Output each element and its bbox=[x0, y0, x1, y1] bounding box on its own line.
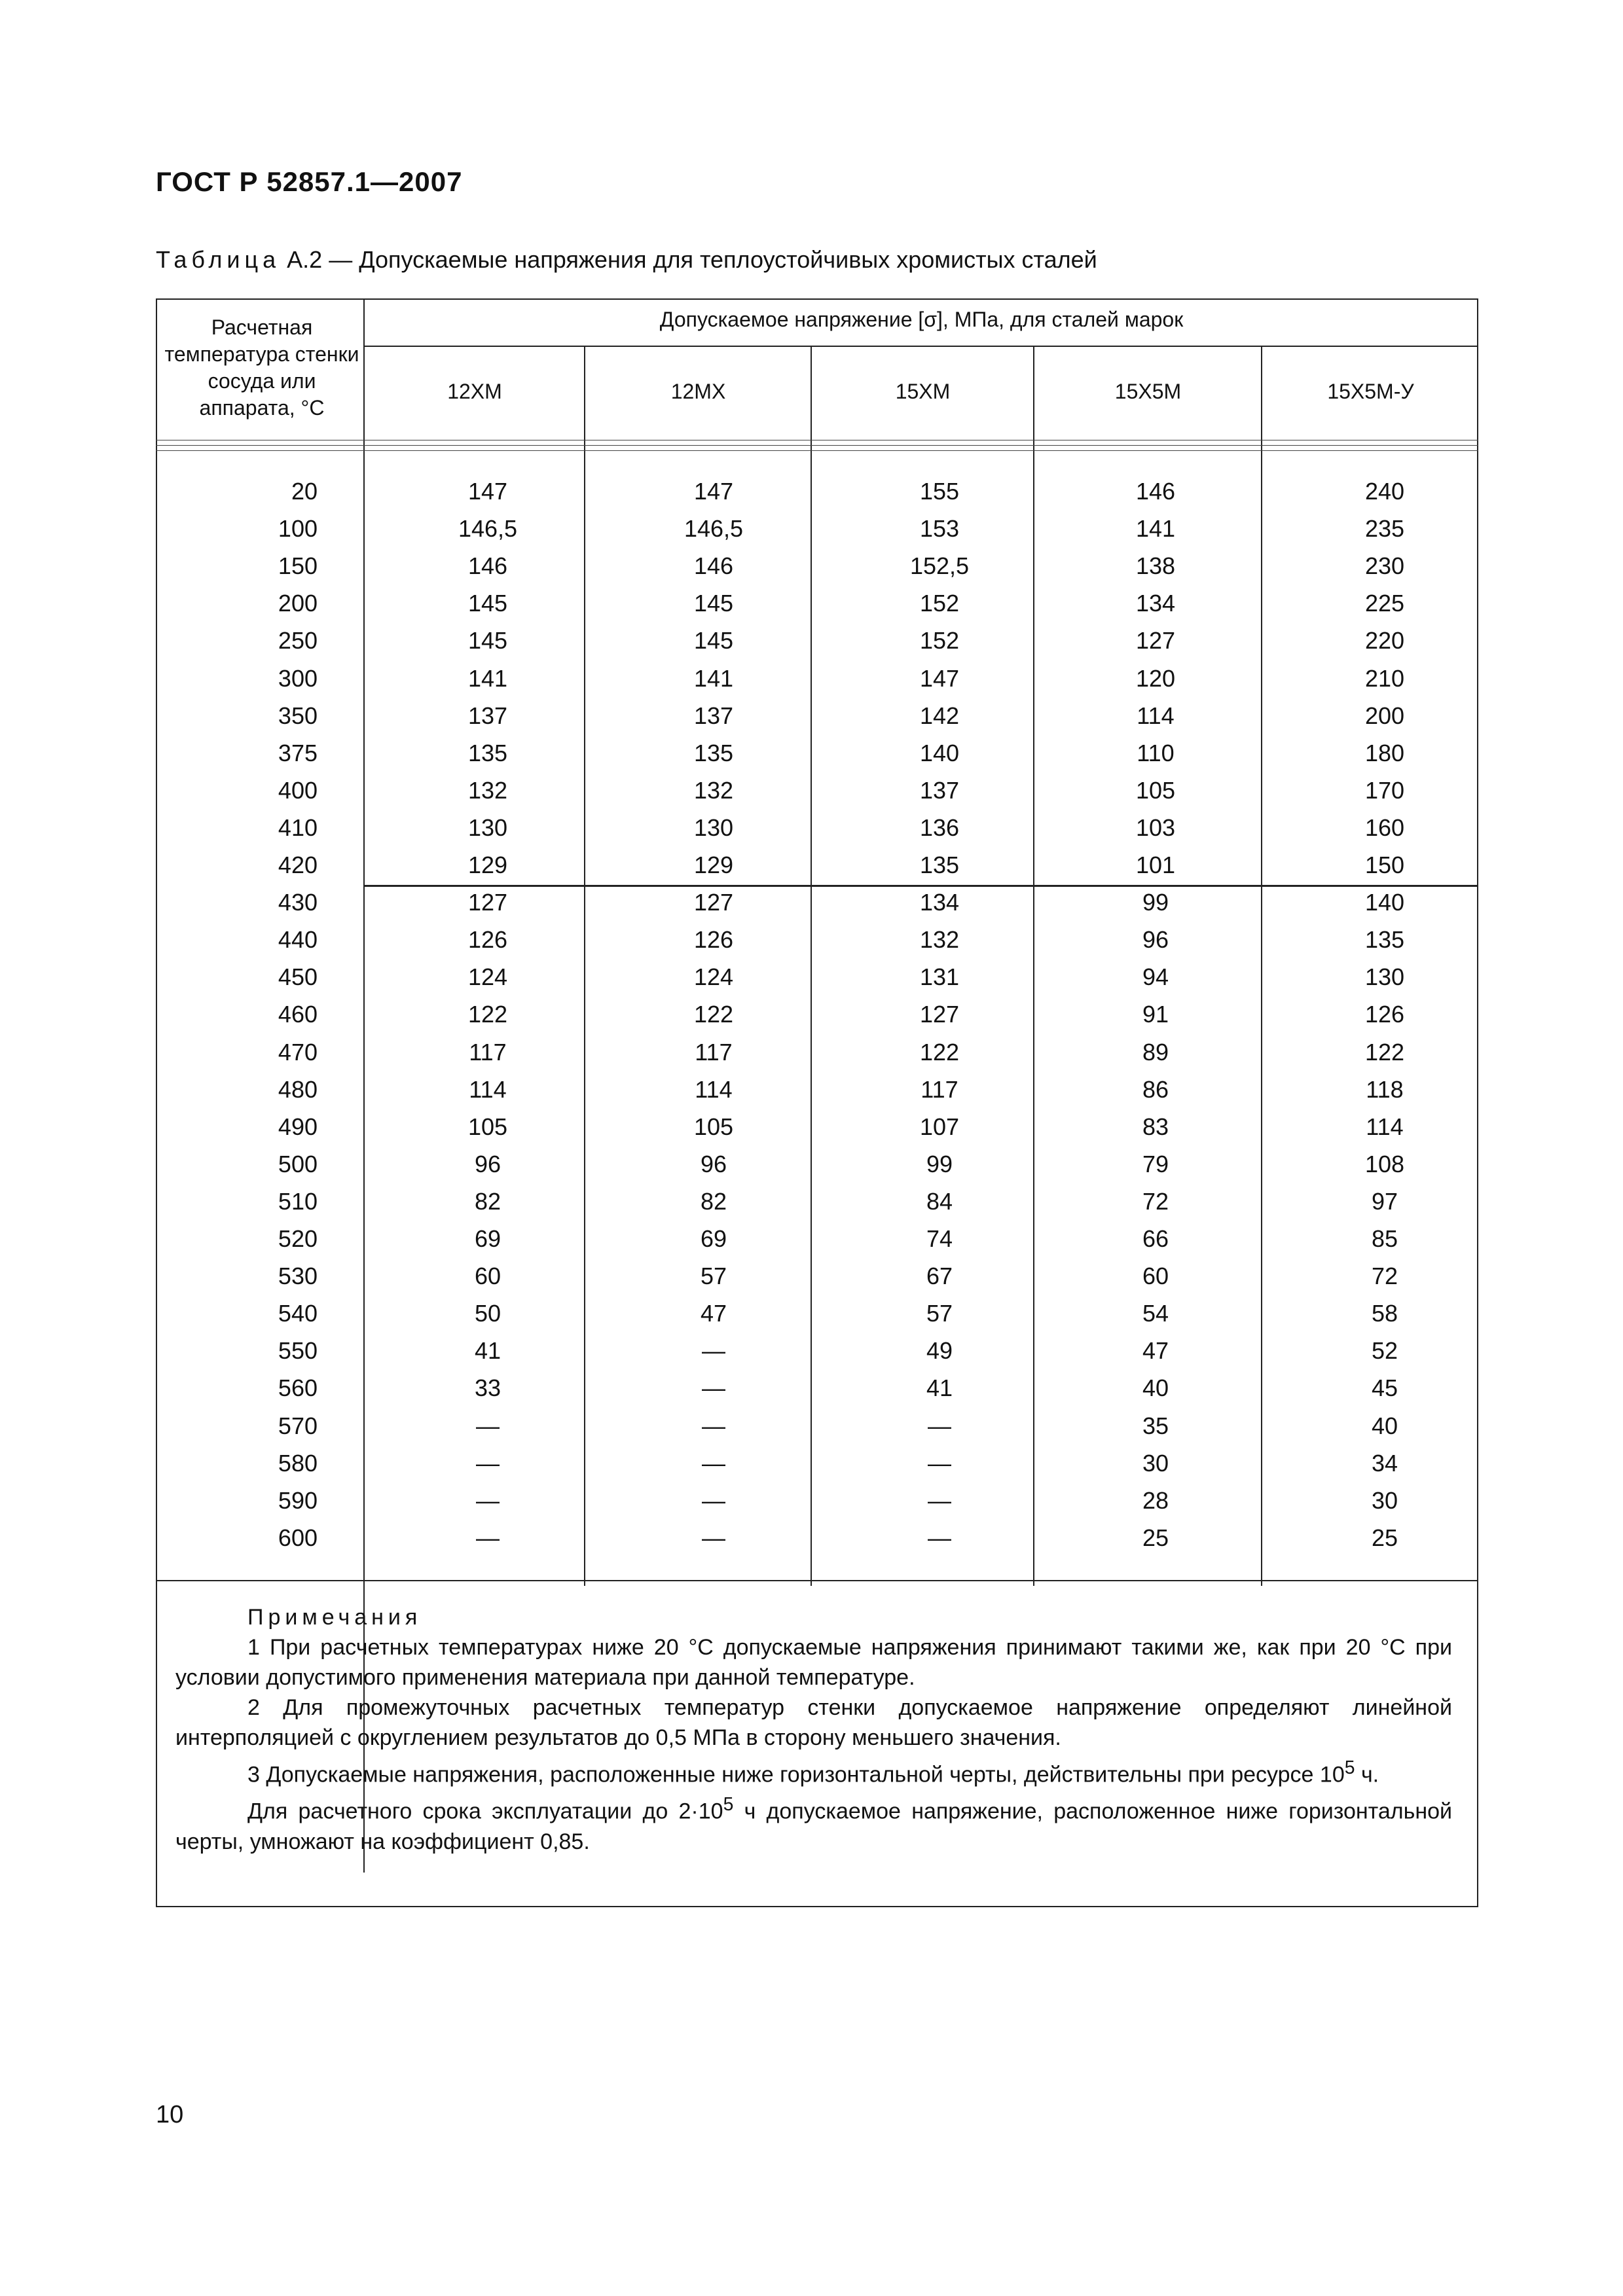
stress-cell-15x5m-u: 240 bbox=[1364, 478, 1405, 505]
stress-cell-15x5m: 72 bbox=[1142, 1187, 1169, 1215]
steel-grade-15XM: 15ХМ bbox=[895, 380, 951, 403]
stress-cell-12mx: 132 bbox=[693, 776, 734, 804]
stress-cell-12xm: 96 bbox=[474, 1150, 501, 1177]
stress-cell-15x5m-u: 34 bbox=[1371, 1449, 1398, 1477]
stress-cell-15x5m-u: 150 bbox=[1364, 852, 1405, 878]
notes-title: Примечания bbox=[247, 1605, 422, 1630]
stress-cell-12mx: 126 bbox=[693, 926, 734, 954]
stress-cell-12mx: — bbox=[702, 1412, 725, 1439]
stress-cell-12mx: 137 bbox=[693, 702, 734, 729]
stress-cell-12xm: 126 bbox=[467, 926, 508, 954]
stress-cell-12xm: 124 bbox=[467, 963, 508, 991]
stress-cell-15x5m: 91 bbox=[1142, 1001, 1169, 1028]
stress-cell-12mx: 105 bbox=[693, 1113, 734, 1140]
temperature-cell: 250 bbox=[278, 627, 318, 655]
stress-cell-12mx: — bbox=[702, 1374, 725, 1402]
stress-cell-12xm: 146,5 bbox=[458, 515, 518, 543]
table-caption-text: А.2 — Допускаемые напряжения для теплоустойчивых хромистых сталей bbox=[287, 246, 1097, 273]
steel-grade-15X5M-U: 15Х5М-У bbox=[1327, 380, 1414, 403]
temperature-cell: 350 bbox=[278, 702, 318, 729]
stress-cell-15x5m: 127 bbox=[1135, 627, 1176, 655]
stress-cell-12xm: 50 bbox=[474, 1300, 501, 1327]
col-divider-2 bbox=[584, 346, 585, 1586]
stress-cell-15x5m: 94 bbox=[1142, 963, 1169, 991]
stress-cell-15x5m: 101 bbox=[1135, 852, 1176, 878]
stress-cell-12xm: 69 bbox=[474, 1225, 501, 1252]
stress-cell-15x5m: 79 bbox=[1142, 1150, 1169, 1177]
stress-cell-12xm: 117 bbox=[469, 1038, 507, 1066]
temperature-cell: 470 bbox=[278, 1038, 318, 1066]
note-4-rest: ч допускаемое напряжение, расположенное ниже горизонтальной черты, умножают на коэффициент 0,85. bbox=[175, 1799, 1452, 1854]
stress-cell-15xm: 49 bbox=[926, 1337, 953, 1365]
temperature-cell: 460 bbox=[278, 1001, 318, 1028]
stress-cell-15xm: 137 bbox=[919, 776, 960, 804]
stress-cell-15x5m: 66 bbox=[1142, 1225, 1169, 1252]
stress-cell-15x5m: 40 bbox=[1142, 1374, 1169, 1402]
stress-cell-15x5m: 120 bbox=[1135, 664, 1176, 692]
note-4-exponent: 5 bbox=[723, 1794, 734, 1816]
stress-cell-15x5m-u: 25 bbox=[1371, 1524, 1398, 1551]
stress-cell-12xm: 145 bbox=[467, 590, 508, 617]
stress-cell-15x5m-u: 235 bbox=[1364, 515, 1405, 543]
temperature-cell: 530 bbox=[278, 1263, 318, 1290]
stress-cell-12mx: 82 bbox=[700, 1187, 727, 1215]
temperature-cell: 200 bbox=[278, 590, 318, 617]
stress-cell-15x5m-u: 170 bbox=[1364, 776, 1405, 804]
stress-cell-15x5m: 25 bbox=[1142, 1524, 1169, 1551]
table-caption-lead: Таблица bbox=[156, 246, 281, 273]
temperature-cell: 540 bbox=[278, 1300, 318, 1327]
stress-cell-15xm: 84 bbox=[926, 1187, 953, 1215]
stress-cell-15x5m-u: 114 bbox=[1366, 1113, 1404, 1140]
stress-cell-15xm: 155 bbox=[919, 478, 960, 505]
stress-cell-12mx: — bbox=[702, 1337, 725, 1365]
stress-cell-12mx: 57 bbox=[700, 1263, 727, 1290]
stress-cell-15x5m-u: 140 bbox=[1364, 889, 1405, 916]
stress-cell-15x5m: 83 bbox=[1142, 1113, 1169, 1140]
stress-cell-12xm: 137 bbox=[467, 702, 508, 729]
stress-cell-15x5m-u: 72 bbox=[1371, 1263, 1398, 1290]
temperature-cell: 600 bbox=[278, 1524, 318, 1551]
table-caption bbox=[156, 246, 1097, 274]
stress-cell-15xm: 152,5 bbox=[909, 552, 970, 580]
stress-cell-15xm: 152 bbox=[919, 590, 960, 617]
note-2: 2 Для промежуточных расчетных температур стенки допускаемое напряжение определяют линейной интерполяцией с округлением результатов до 0,5 МПа в сторону меньшего значения. bbox=[175, 1695, 1452, 1750]
stress-cell-15xm: 41 bbox=[926, 1374, 953, 1402]
col-divider-3 bbox=[811, 346, 812, 1586]
steel-grade-12XM: 12ХМ bbox=[447, 380, 502, 403]
temperature-cell: 490 bbox=[278, 1113, 318, 1140]
stress-cell-15x5m: 89 bbox=[1142, 1038, 1169, 1066]
stress-cell-15x5m: 30 bbox=[1142, 1449, 1169, 1477]
stress-cell-15x5m: 141 bbox=[1135, 515, 1176, 543]
stress-cell-12mx: 124 bbox=[693, 963, 734, 991]
stress-cell-12mx: 122 bbox=[693, 1001, 734, 1028]
note-3-exponent: 5 bbox=[1344, 1757, 1355, 1778]
stress-cell-12mx: 114 bbox=[695, 1075, 733, 1103]
stress-cell-15xm: 122 bbox=[919, 1038, 960, 1066]
stress-cell-15x5m: 138 bbox=[1135, 552, 1176, 580]
stress-cell-15xm: 142 bbox=[919, 702, 960, 729]
stress-cell-15x5m-u: 108 bbox=[1364, 1150, 1405, 1177]
stress-cell-12xm: 41 bbox=[474, 1337, 501, 1365]
stress-cell-15xm: 117 bbox=[921, 1075, 958, 1103]
stress-cell-15x5m: 146 bbox=[1135, 478, 1176, 505]
stress-cell-12mx: 145 bbox=[693, 627, 734, 655]
stress-cell-15x5m: 47 bbox=[1142, 1337, 1169, 1365]
head-group-title: Допускаемое напряжение [σ], МПа, для сталей марок bbox=[659, 308, 1184, 331]
stress-cell-15x5m-u: 135 bbox=[1364, 926, 1405, 954]
stress-cell-15x5m: 60 bbox=[1142, 1263, 1169, 1290]
stress-cell-12mx: 147 bbox=[693, 478, 734, 505]
temperature-cell: 400 bbox=[278, 776, 318, 804]
note-1: 1 При расчетных температурах ниже 20 °С допускаемые напряжения принимают такими же, как при 20 °С при условии допустимого применения материала при данной температуре. bbox=[175, 1635, 1452, 1690]
stress-cell-15x5m-u: 220 bbox=[1364, 627, 1405, 655]
temperature-cell: 590 bbox=[278, 1486, 318, 1514]
stress-cell-15xm: — bbox=[928, 1449, 951, 1477]
stress-cell-12mx: 117 bbox=[695, 1038, 733, 1066]
stress-cell-12xm: 147 bbox=[467, 478, 508, 505]
stress-cell-15xm: 127 bbox=[919, 1001, 960, 1028]
temperature-cell: 150 bbox=[278, 552, 318, 580]
stress-cell-15x5m-u: 200 bbox=[1364, 702, 1405, 729]
stress-cell-15x5m-u: 122 bbox=[1364, 1038, 1405, 1066]
col-divider-4 bbox=[1033, 346, 1034, 1586]
temperature-cell: 440 bbox=[278, 926, 318, 954]
stress-cell-15xm: 140 bbox=[919, 739, 960, 766]
note-4 bbox=[175, 1789, 1452, 1856]
temperature-cell: 560 bbox=[278, 1374, 318, 1402]
stress-cell-12xm: — bbox=[476, 1524, 500, 1551]
note-3-unit: ч. bbox=[1355, 1762, 1379, 1787]
temperature-cell: 580 bbox=[278, 1449, 318, 1477]
temperature-cell: 480 bbox=[278, 1075, 318, 1103]
stress-cell-15xm: 57 bbox=[926, 1300, 953, 1327]
header-bottom-line-3 bbox=[156, 450, 1478, 451]
stress-cell-15x5m-u: 130 bbox=[1364, 963, 1405, 991]
stress-cell-15xm: 67 bbox=[926, 1263, 953, 1290]
stress-cell-15xm: 152 bbox=[919, 627, 960, 655]
stress-cell-12mx: 96 bbox=[700, 1150, 727, 1177]
stress-cell-15x5m-u: 97 bbox=[1371, 1187, 1398, 1215]
stress-cell-15x5m-u: 210 bbox=[1364, 664, 1405, 692]
stress-cell-12xm: 82 bbox=[474, 1187, 501, 1215]
stress-cell-12xm: 141 bbox=[467, 664, 508, 692]
temperature-cell: 300 bbox=[278, 664, 318, 692]
stress-cell-12xm: 122 bbox=[467, 1001, 508, 1028]
stress-cell-12mx: — bbox=[702, 1449, 725, 1477]
stress-cell-12xm: 145 bbox=[467, 627, 508, 655]
stress-cell-12mx: 47 bbox=[700, 1300, 727, 1327]
temperature-cell: 410 bbox=[278, 814, 318, 841]
stress-cell-15x5m: 54 bbox=[1142, 1300, 1169, 1327]
stress-cell-12mx: 146,5 bbox=[684, 515, 744, 543]
stress-cell-12mx: 146 bbox=[693, 552, 734, 580]
stress-cell-15x5m: 99 bbox=[1142, 889, 1169, 916]
stress-cell-15x5m-u: 85 bbox=[1371, 1225, 1398, 1252]
stress-cell-12mx: 127 bbox=[693, 889, 734, 916]
stress-cell-15x5m: 28 bbox=[1142, 1486, 1169, 1514]
header-bottom-line-2 bbox=[156, 445, 1478, 446]
stress-cell-12mx: 130 bbox=[693, 814, 734, 841]
stress-cell-15xm: 134 bbox=[919, 889, 960, 916]
stress-cell-15x5m-u: 118 bbox=[1366, 1075, 1404, 1103]
stress-cell-12mx: — bbox=[702, 1486, 725, 1514]
stress-cell-15x5m-u: 160 bbox=[1364, 814, 1405, 841]
stress-cell-15xm: 99 bbox=[926, 1150, 953, 1177]
stress-cell-15x5m: 103 bbox=[1135, 814, 1176, 841]
temperature-cell: 420 bbox=[278, 852, 318, 878]
head-col-first: Расчетная температура стенки сосуда или аппарата, °С bbox=[164, 315, 359, 420]
stress-cell-12xm: 146 bbox=[467, 552, 508, 580]
note-4-text: Для расчетного срока эксплуатации до 2·10 bbox=[247, 1799, 723, 1824]
stress-cell-15x5m-u: 52 bbox=[1371, 1337, 1398, 1365]
stress-cell-15x5m: 105 bbox=[1135, 776, 1176, 804]
stress-cell-15xm: — bbox=[928, 1524, 951, 1551]
stress-cell-15xm: 107 bbox=[919, 1113, 960, 1140]
steel-grade-12MX: 12МХ bbox=[670, 380, 726, 403]
stress-cell-12xm: — bbox=[476, 1412, 500, 1439]
notes-block bbox=[175, 1602, 1452, 1857]
stress-cell-15x5m-u: 180 bbox=[1364, 739, 1405, 766]
header-group-divider bbox=[363, 346, 1478, 347]
temperature-cell: 430 bbox=[278, 889, 318, 916]
stress-cell-15xm: 153 bbox=[919, 515, 960, 543]
stress-cell-15x5m: 86 bbox=[1142, 1075, 1169, 1103]
stress-cell-15x5m-u: 126 bbox=[1364, 1001, 1405, 1028]
stress-cell-15xm: 74 bbox=[926, 1225, 953, 1252]
stress-cell-12mx: 145 bbox=[693, 590, 734, 617]
stress-cell-12mx: — bbox=[702, 1524, 725, 1551]
stress-cell-12xm: 33 bbox=[474, 1374, 501, 1402]
stress-cell-12xm: 114 bbox=[469, 1075, 507, 1103]
temperature-cell: 570 bbox=[278, 1412, 318, 1439]
note-3-text: 3 Допускаемые напряжения, расположенные ниже горизонтальной черты, действительны при ресурсе 10 bbox=[247, 1762, 1345, 1787]
stress-cell-15x5m-u: 230 bbox=[1364, 552, 1405, 580]
stress-cell-15xm: 132 bbox=[919, 926, 960, 954]
page-number: 10 bbox=[156, 2101, 184, 2128]
notes-divider bbox=[156, 1580, 1478, 1581]
note-3 bbox=[175, 1753, 1452, 1789]
stress-cell-12xm: 60 bbox=[474, 1263, 501, 1290]
stress-cell-15xm: — bbox=[928, 1486, 951, 1514]
stress-cell-12mx: 135 bbox=[693, 739, 734, 766]
stress-cell-12mx: 129 bbox=[693, 852, 734, 878]
stress-cell-15xm: 131 bbox=[919, 963, 960, 991]
col-divider-5 bbox=[1261, 346, 1262, 1586]
stress-cell-12xm: 130 bbox=[467, 814, 508, 841]
temperature-cell: 20 bbox=[291, 478, 318, 505]
stress-cell-15xm: 136 bbox=[919, 814, 960, 841]
stress-cell-15x5m: 114 bbox=[1137, 702, 1175, 729]
stress-cell-15x5m-u: 58 bbox=[1371, 1300, 1398, 1327]
stress-cell-15xm: — bbox=[928, 1412, 951, 1439]
stress-cell-15x5m-u: 45 bbox=[1371, 1374, 1398, 1402]
temperature-cell: 500 bbox=[278, 1150, 318, 1177]
stress-cell-12xm: 132 bbox=[467, 776, 508, 804]
stress-cell-15x5m-u: 225 bbox=[1364, 590, 1405, 617]
temperature-cell: 510 bbox=[278, 1187, 318, 1215]
document-header: ГОСТ Р 52857.1—2007 bbox=[156, 166, 463, 197]
stress-cell-15x5m-u: 30 bbox=[1371, 1486, 1398, 1514]
temperature-cell: 100 bbox=[278, 515, 318, 543]
stress-cell-12xm: — bbox=[476, 1449, 500, 1477]
stress-cell-12xm: 129 bbox=[467, 852, 508, 878]
stress-cell-15x5m: 134 bbox=[1135, 590, 1176, 617]
temperature-cell: 450 bbox=[278, 963, 318, 991]
stress-cell-12xm: 105 bbox=[467, 1113, 508, 1140]
stress-cell-12xm: 135 bbox=[467, 739, 508, 766]
stress-cell-15x5m: 110 bbox=[1137, 739, 1175, 766]
temperature-cell: 550 bbox=[278, 1337, 318, 1365]
stress-cell-15x5m: 35 bbox=[1142, 1412, 1169, 1439]
temperature-cell: 375 bbox=[278, 739, 318, 766]
stress-cell-15xm: 147 bbox=[919, 664, 960, 692]
stress-cell-15x5m: 96 bbox=[1142, 926, 1169, 954]
stress-cell-15xm: 135 bbox=[919, 852, 960, 878]
stress-cell-12mx: 69 bbox=[700, 1225, 727, 1252]
steel-grade-15X5M: 15Х5М bbox=[1114, 380, 1182, 403]
stress-cell-12xm: — bbox=[476, 1486, 500, 1514]
stress-cell-12xm: 127 bbox=[467, 889, 508, 916]
stress-cell-12mx: 141 bbox=[693, 664, 734, 692]
stress-cell-15x5m-u: 40 bbox=[1371, 1412, 1398, 1439]
temperature-cell: 520 bbox=[278, 1225, 318, 1252]
